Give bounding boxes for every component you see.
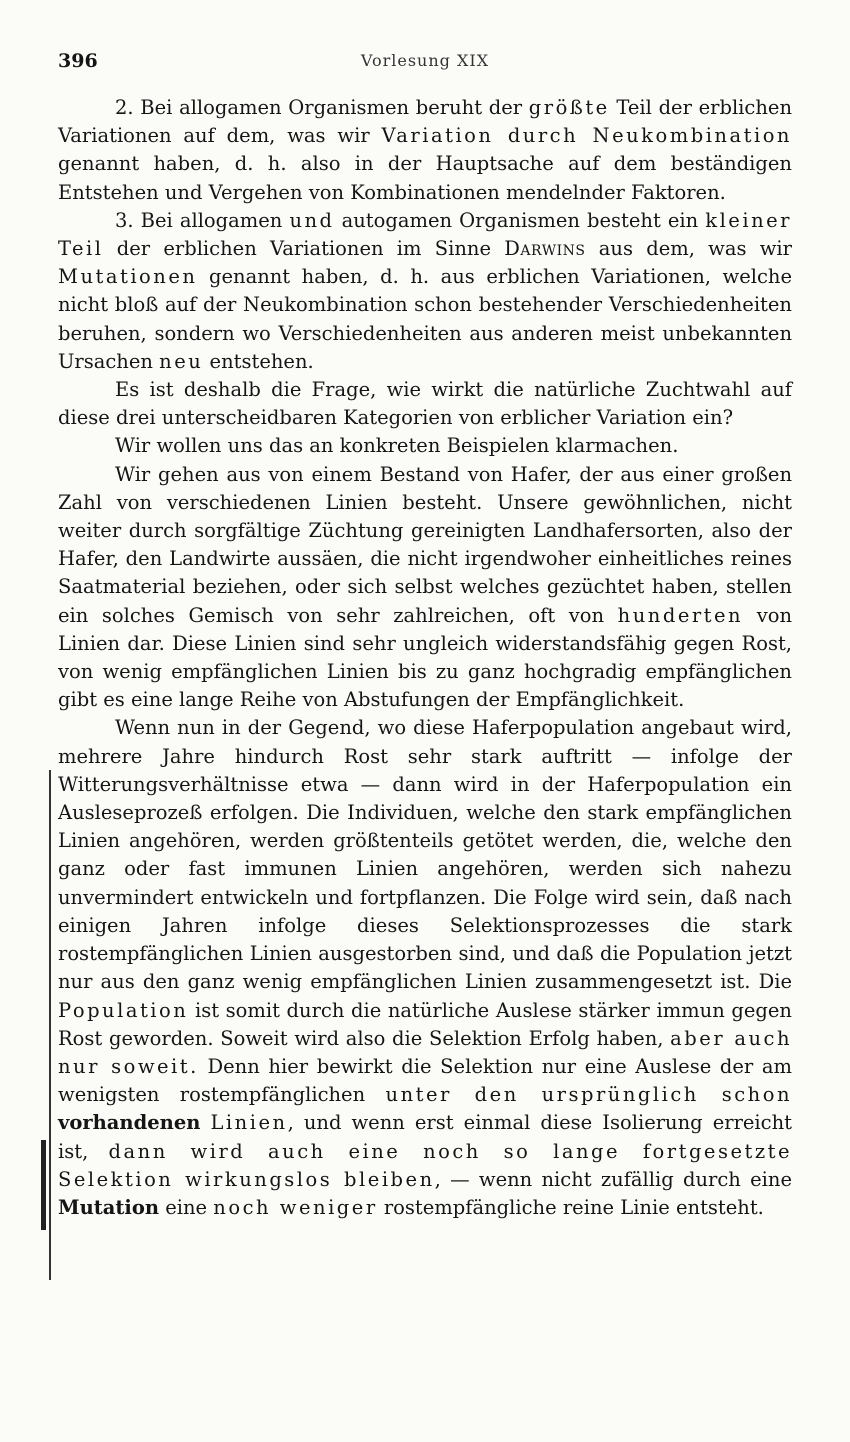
text-run: genannt haben, d. h. aus erblichen Variationen, welche nicht bloß auf der Neukombination schon bestehender Verschiedenheiten beruhen, sondern wo Verschiedenheiten aus anderen meist unbekannten Ursachen <box>58 265 792 373</box>
running-head: Vorlesung XIX <box>360 51 490 70</box>
text-run: Teil der erblichen Variationen auf dem, was wir <box>58 96 792 148</box>
paragraph <box>58 461 792 715</box>
margin-annotation-line <box>49 770 51 1280</box>
text-run: unter den ursprünglich schon <box>385 1083 792 1107</box>
text-run: von Linien dar. Diese Linien sind sehr ungleich widerstandsfähig gegen Rost, von wenig empfänglichen Linien bis zu ganz hochgradig empfänglichen gibt es eine lange Reihe von Abstufungen der Empfänglichkeit. <box>58 603 793 712</box>
text-run: rostempfängliche reine Linie entsteht. <box>377 1195 764 1219</box>
text-run: dann wird auch eine noch so lange fortgesetzte Selektion wirkungslos bleiben <box>58 1139 792 1191</box>
text-run <box>200 1111 210 1134</box>
paragraph <box>58 432 792 460</box>
text-run: , — wenn nicht zufällig durch eine <box>434 1167 792 1191</box>
text-run: größte <box>528 96 610 119</box>
margin-annotation-bar <box>41 1140 46 1230</box>
text-run: Denn hier bewirkt die Selektion nur eine Auslese der am wenigsten rostempfänglichen <box>58 1054 793 1107</box>
text-run: neu <box>159 349 204 373</box>
text-run: aber auch nur soweit. <box>58 1026 793 1078</box>
text-run: der erblichen Variationen im Sinne <box>103 237 505 261</box>
text-run: und <box>289 208 335 232</box>
paragraph <box>58 714 792 1222</box>
text-run: Linien <box>210 1111 288 1135</box>
text-run: 3. Bei allogamen <box>115 208 290 232</box>
text-run: genannt haben, d. h. also in der Hauptsache auf dem beständigen Entstehen und Vergehen von Kombinationen mendelnder Faktoren. <box>58 152 792 204</box>
page-header <box>58 50 792 74</box>
page-number: 396 <box>58 50 98 72</box>
text-run: kleiner Teil <box>58 208 792 261</box>
text-run: vorhandenen <box>58 1111 201 1135</box>
text-run: Wir gehen aus von einem Bestand von Hafer, der aus einer großen Zahl von verschiedenen Linien besteht. Unsere gewöhnlichen, nicht weiter durch sorgfältige Züchtung gereinigten Landhafersorten, also der Hafer, den Landwirte aussäen, die nicht irgendwoher einheitliches reines Saatmaterial beziehen, oder sich selbst welches gezüchtet haben, stellen ein solches Gemisch von sehr zahlreichen, oft von <box>58 462 792 627</box>
text-run: 2. Bei allogamen Organismen beruht der <box>115 96 529 119</box>
text-run: Es ist deshalb die Frage, wie wirkt die natürliche Zuchtwahl auf diese drei unterscheidbaren Kategorien von erblicher Variation ein? <box>58 378 792 430</box>
text-run: Population <box>58 998 189 1022</box>
text-run: Darwins <box>504 237 586 261</box>
text-run: ist somit durch die natürliche Auslese stärker immun gegen Rost geworden. Soweit wird also die Selektion Erfolg haben, <box>58 998 792 1050</box>
text-run: autogamen Organismen besteht ein <box>334 208 706 232</box>
text-run: Wenn nun in der Gegend, wo diese Haferpopulation angebaut wird, mehrere Jahre hindurch Rost sehr stark auftritt — infolge der Witterungsverhältnisse etwa — dann wird in der Haferpopulation ein Ausleseprozeß erfolgen. Die Individuen, welche den stark empfänglichen Linien angehören, werden größtenteils getötet werden, die, welche den ganz oder fast immunen Linien angehören, werden sich nahezu unvermindert entwickeln und fortpflanzen. Die Folge wird sein, daß nach einigen Jahren infolge dieses Selektionsprozesses die stark rostempfänglichen Linien ausgestorben sind, und daß die Population jetzt nur aus den ganz wenig empfänglichen Linien zusammengesetzt ist. Die <box>58 716 792 994</box>
text-run: noch weniger <box>213 1195 378 1219</box>
text-run: Mutation <box>58 1195 160 1219</box>
body-text <box>58 94 792 1222</box>
text-run: Mutationen <box>58 265 198 289</box>
text-run: Wir wollen uns das an konkreten Beispielen klarmachen. <box>115 434 679 458</box>
paragraph <box>58 207 792 376</box>
text-run: hunderten <box>617 603 744 627</box>
text-run: Variation durch Neukombination <box>381 124 792 148</box>
text-run: entstehen. <box>203 349 314 373</box>
text-run: eine <box>159 1195 214 1219</box>
paragraph <box>58 376 792 432</box>
text-run: aus dem, was wir <box>585 237 792 261</box>
paragraph <box>58 94 792 207</box>
text-run: , und wenn erst einmal diese Isolierung erreicht ist, <box>58 1111 792 1163</box>
